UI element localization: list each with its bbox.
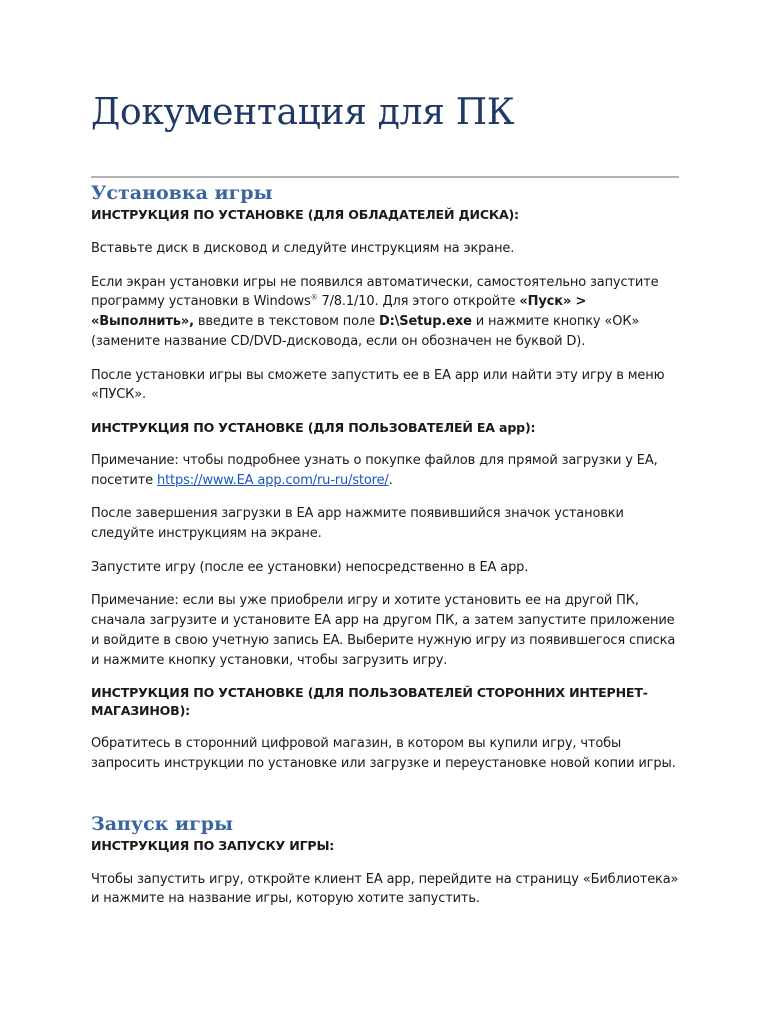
paragraph-contact-store: Обратитесь в сторонний цифровой магазин, в котором вы купили игру, чтобы запросить инструкции по установке или загрузке и переустановке новой копии игры. xyxy=(91,736,676,771)
setup-exe-path: D:\Setup.exe xyxy=(378,314,472,330)
registered-mark: ® xyxy=(310,294,318,303)
section-heading-launch: Запуск игры xyxy=(91,812,234,835)
document-title: Документация для ПК xyxy=(91,92,515,133)
paragraph-note-store: Примечание: чтобы подробнее узнать о покупке файлов для прямой загрузки у EA, посетите https://www.EA app.com/ru-ru/store/. xyxy=(91,452,658,488)
paragraph-manual-setup: Если экран установки игры не появился автоматически, самостоятельно запустите программу установки в Windows® 7/8.1/10. Для этого откройте «Пуск» > «Выполнить», введите в текстовом поле D:\Setup.exe и нажмите кнопку «ОК» (замените название CD/DVD-дисковода, если он обозначен не буквой D). xyxy=(91,274,659,349)
paragraph-note-other-pc: Примечание: если вы уже приобрели игру и хотите установить ее на другой ПК, сначала загрузите и установите EA app на другом ПК, а затем запустите приложение и войдите в свою учетную запись EA. Выберите нужную игру из появившегося списка и нажмите кнопку установки, чтобы загрузить игру. xyxy=(91,593,676,668)
start-run-command: «Пуск» > «Выполнить», xyxy=(91,294,587,330)
document-content xyxy=(91,88,679,909)
paragraph-after-install: После установки игры вы сможете запустить ее в EA app или найти эту игру в меню «ПУСК». xyxy=(91,367,665,403)
paragraph-launch-game: Чтобы запустить игру, откройте клиент EA app, перейдите на страницу «Библиотека» и нажмите на название игры, которую хотите запустить. xyxy=(91,871,679,907)
store-link[interactable]: https://www.EA app.com/ru-ru/store/ xyxy=(156,472,389,488)
paragraph-insert-disc: Вставьте диск в дисковод и следуйте инструкциям на экране. xyxy=(91,241,515,256)
paragraph-after-download: После завершения загрузки в EA app нажмите появившийся значок установки следуйте инструкциям на экране. xyxy=(91,506,624,542)
subheading-launch-instructions: ИНСТРУКЦИЯ ПО ЗАПУСКУ ИГРЫ: xyxy=(91,837,335,853)
paragraph-launch-in-app: Запустите игру (после ее установки) непосредственно в EA app. xyxy=(91,559,529,575)
section-heading-install: Установка игры xyxy=(91,182,273,204)
subheading-ea-app-users: ИНСТРУКЦИЯ ПО УСТАНОВКЕ (ДЛЯ ПОЛЬЗОВАТЕЛЕЙ EA app): xyxy=(91,419,536,435)
subheading-third-party-stores: ИНСТРУКЦИЯ ПО УСТАНОВКЕ (ДЛЯ ПОЛЬЗОВАТЕЛЕЙ СТОРОННИХ ИНТЕРНЕТ-МАГАЗИНОВ): xyxy=(91,685,648,719)
subheading-disc-owners: ИНСТРУКЦИЯ ПО УСТАНОВКЕ (ДЛЯ ОБЛАДАТЕЛЕЙ ДИСКА): xyxy=(91,207,519,222)
title-divider xyxy=(91,176,679,178)
